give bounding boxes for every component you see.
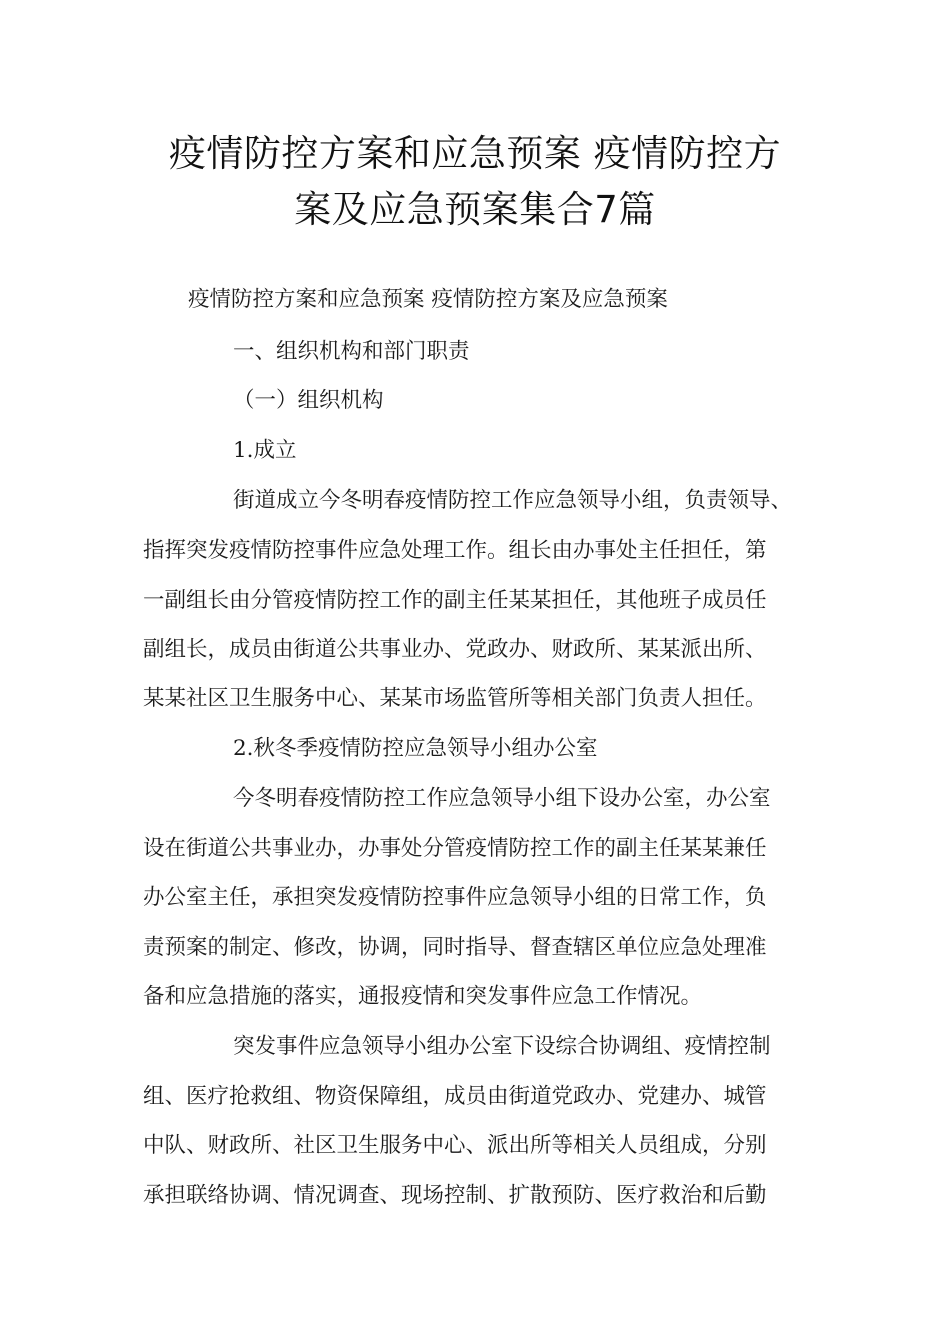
paragraph-line: 备和应急措施的落实，通报疫情和突发事件应急工作情况。 <box>143 984 703 1009</box>
section-heading: 一、组织机构和部门职责 <box>233 339 470 364</box>
paragraph-line: 中队、财政所、社区卫生服务中心、派出所等相关人员组成，分别 <box>143 1133 767 1158</box>
paragraph-line: 责预案的制定、修改，协调，同时指导、督查辖区单位应急处理准 <box>143 935 767 960</box>
paragraph-line: 一副组长由分管疫情防控工作的副主任某某担任，其他班子成员任 <box>143 588 767 613</box>
subtitle: 疫情防控方案和应急预案 疫情防控方案及应急预案 <box>188 287 668 312</box>
paragraph-line: 办公室主任，承担突发疫情防控事件应急领导小组的日常工作，负 <box>143 885 767 910</box>
paragraph-line: 指挥突发疫情防控事件应急处理工作。组长由办事处主任担任，第 <box>143 538 767 563</box>
title-line-1: 疫情防控方案和应急预案 疫情防控方 <box>168 132 782 175</box>
paragraph-line: 组、医疗抢救组、物资保障组，成员由街道党政办、党建办、城管 <box>143 1084 767 1109</box>
paragraph-line: 副组长，成员由街道公共事业办、党政办、财政所、某某派出所、 <box>143 637 767 662</box>
paragraph-line: 今冬明春疫情防控工作应急领导小组下设办公室，办公室 <box>233 786 771 811</box>
paragraph-line: 街道成立今冬明春疫情防控工作应急领导小组，负责领导、 <box>233 488 793 513</box>
paragraph-line: 突发事件应急领导小组办公室下设综合协调组、疫情控制 <box>233 1034 771 1059</box>
paragraph-line: 设在街道公共事业办，办事处分管疫情防控工作的副主任某某兼任 <box>143 836 767 861</box>
paragraph-line: 承担联络协调、情况调查、现场控制、扩散预防、医疗救治和后勤 <box>143 1183 767 1208</box>
paragraph-line: 某某社区卫生服务中心、某某市场监管所等相关部门负责人担任。 <box>143 686 767 711</box>
title-line-2: 案及应急预案集合7篇 <box>294 188 656 231</box>
subsection-heading: （一）组织机构 <box>233 388 384 413</box>
document-title <box>100 126 850 238</box>
item-heading: 1.成立 <box>233 438 297 463</box>
item-heading: 2.秋冬季疫情防控应急领导小组办公室 <box>233 736 598 761</box>
